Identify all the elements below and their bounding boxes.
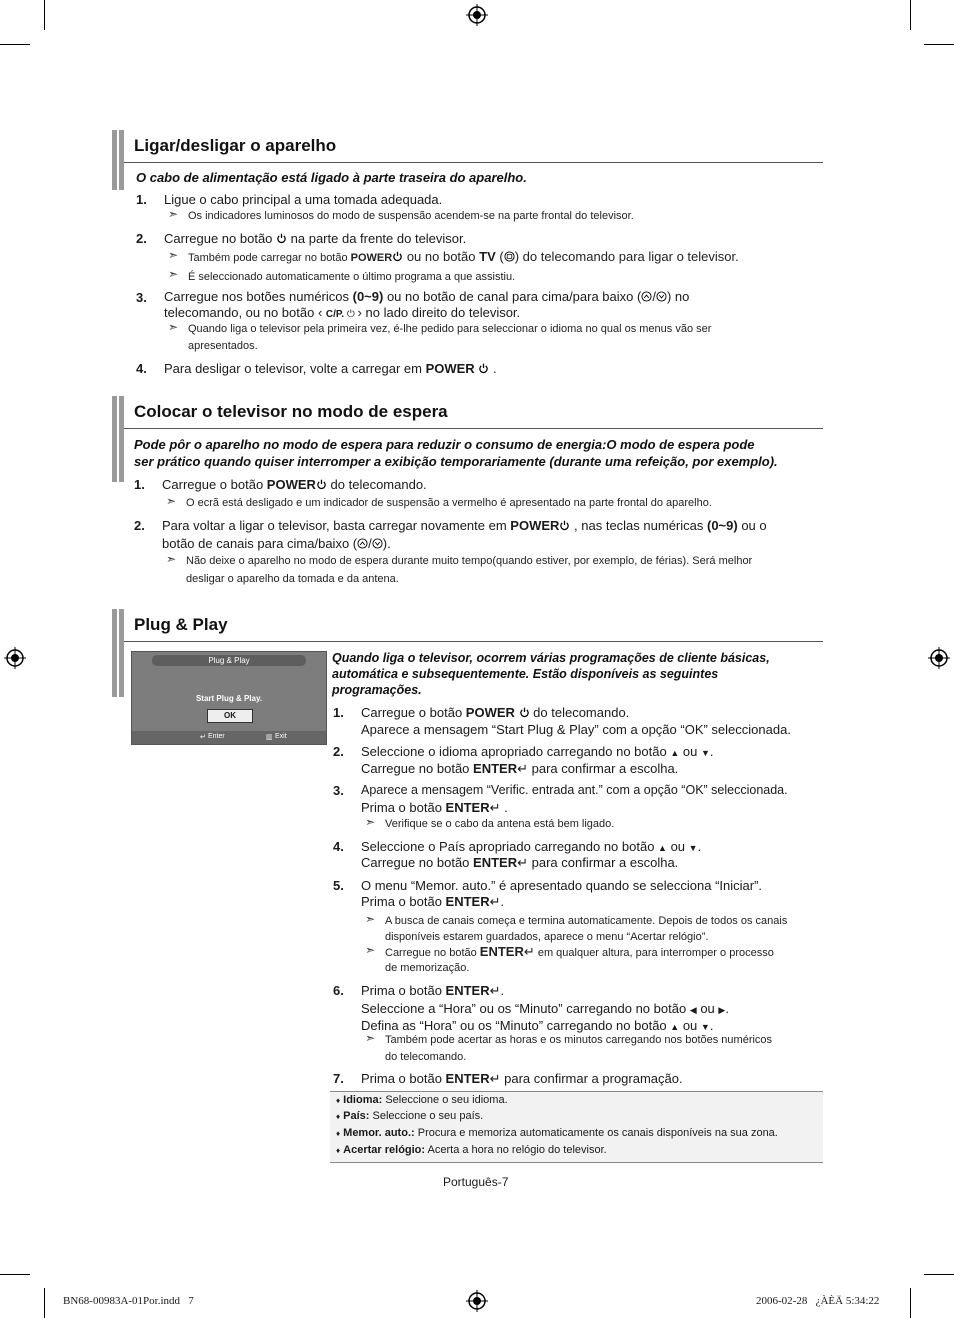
bullet-icon: ♦ <box>336 1129 341 1138</box>
note-text: Verifique se o cabo da antena está bem ligado. <box>385 818 615 830</box>
print-file-name: BN68-00983A-01Por.indd 7 <box>63 1295 194 1307</box>
note-text: Quando liga o televisor pela primeira vez, é-lhe pedido para seleccionar o idioma no qual os menus vão ser <box>188 323 712 335</box>
section-bar <box>112 130 124 190</box>
step-number: 4. <box>136 361 147 376</box>
step-number: 6. <box>333 983 344 998</box>
step-text: O menu “Memor. auto.” é apresentado quando se selecciona “Iniciar”. <box>361 878 763 893</box>
list-item: ♦ Idioma: Seleccione o seu idioma. <box>336 1094 508 1106</box>
arrow-up-icon: ▲ <box>670 1022 680 1032</box>
note-text: Também pode carregar no botão POWER ou no botão TV ( ) do telecomando para ligar o televisor. <box>188 249 739 264</box>
osd-screen <box>131 651 327 745</box>
osd-title: Plug & Play <box>152 655 306 666</box>
registration-mark-icon <box>4 647 26 669</box>
crop-mark <box>910 0 911 30</box>
section-bar <box>112 396 124 482</box>
list-item: ♦ Memor. auto.: Procura e memoriza automaticamente os canais disponíveis na sua zona. <box>336 1127 778 1139</box>
note-arrow-icon: ➣ <box>365 815 376 829</box>
note-text: apresentados. <box>188 340 258 352</box>
bullet-icon: ♦ <box>336 1112 341 1121</box>
note-text: de memorização. <box>385 962 470 974</box>
exit-icon: ▥ <box>266 734 273 741</box>
crop-mark <box>924 1274 954 1275</box>
step-text: Para voltar a ligar o televisor, basta carregar novamente em POWER , nas teclas numéricas (0~9) ou o <box>162 518 767 533</box>
section-title: Plug & Play <box>134 615 228 634</box>
step-text: Seleccione o idioma apropriado carregando no botão ▲ ou ▼. <box>361 744 714 759</box>
step-text: Defina as “Hora” ou os “Minuto” carregando no botão ▲ ou ▼. <box>361 1018 714 1033</box>
step-number: 7. <box>333 1071 344 1086</box>
bullet-icon: ♦ <box>336 1146 341 1155</box>
step-number: 3. <box>333 783 344 798</box>
note-arrow-icon: ➣ <box>166 494 177 508</box>
power-icon <box>276 233 287 244</box>
section-rule <box>124 162 823 163</box>
crop-mark <box>910 1288 911 1318</box>
step-text: Prima o botão ENTER↵. <box>361 983 505 998</box>
step-number: 2. <box>134 518 145 533</box>
note-text: Não deixe o aparelho no modo de espera durante muito tempo(quando estiver, por exemplo, de férias). Será melhor <box>186 555 753 567</box>
osd-message: Start Plug & Play. <box>195 694 263 703</box>
step-text: Aparece a mensagem “Verific. entrada ant.” com a opção “OK” seleccionada. <box>361 783 788 797</box>
note-arrow-icon: ➣ <box>166 552 177 566</box>
section-intro: Quando liga o televisor, ocorrem várias programações de cliente básicas, <box>332 651 770 665</box>
step-text: Seleccione o País apropriado carregando no botão ▲ ou ▼. <box>361 839 702 854</box>
note-arrow-icon: ➣ <box>365 943 376 957</box>
list-item: ♦ País: Seleccione o seu país. <box>336 1110 484 1122</box>
channel-up-icon <box>641 291 652 302</box>
osd-footer: ↵ Enter ▥ Exit <box>132 731 326 744</box>
bullet-icon: ♦ <box>336 1096 341 1105</box>
note-text: Carregue no botão ENTER↵ em qualquer altura, para interromper o processo <box>385 944 774 959</box>
note-arrow-icon: ➣ <box>168 320 179 334</box>
step-text: Seleccione a “Hora” ou os “Minuto” carregando no botão ◀ ou ▶. <box>361 1001 729 1016</box>
note-text: do telecomando. <box>385 1051 467 1063</box>
crop-mark <box>0 44 30 45</box>
print-timestamp: 2006-02-28 ¿ÀÈÄ 5:34:22 <box>756 1295 880 1307</box>
step-text: Prima o botão ENTER↵ . <box>361 800 508 815</box>
tv-button-icon <box>504 251 515 262</box>
step-number: 5. <box>333 878 344 893</box>
enter-icon: ↵ <box>523 944 535 959</box>
enter-icon: ↵ <box>489 800 501 815</box>
step-text: Carregue no botão ENTER↵ para confirmar a escolha. <box>361 855 679 870</box>
note-arrow-icon: ➣ <box>168 207 179 221</box>
crop-mark <box>0 1274 30 1275</box>
step-text: Ligue o cabo principal a uma tomada adequada. <box>164 192 443 207</box>
enter-icon: ↵ <box>200 734 206 741</box>
enter-icon: ↵ <box>489 983 501 998</box>
step-number: 1. <box>136 192 147 207</box>
section-intro: programações. <box>332 683 422 697</box>
arrow-down-icon: ▼ <box>700 748 710 758</box>
note-text: Também pode acertar as horas e os minutos carregando nos botões numéricos <box>385 1034 773 1046</box>
step-text: Prima o botão ENTER↵ para confirmar a programação. <box>361 1071 683 1086</box>
step-number: 2. <box>136 231 147 246</box>
step-text: Para desligar o televisor, volte a carregar em POWER . <box>164 361 497 376</box>
page-number: Português-7 <box>443 1175 509 1189</box>
section-title: Ligar/desligar o aparelho <box>134 136 337 155</box>
arrow-left-icon: ◀ <box>689 1005 697 1015</box>
note-text: desligar o aparelho da tomada e da antena. <box>186 573 399 585</box>
note-text: Os indicadores luminosos do modo de suspensão acendem-se na parte frontal do televisor. <box>188 210 634 222</box>
enter-icon: ↵ <box>489 1071 501 1086</box>
enter-icon: ↵ <box>517 855 528 870</box>
arrow-down-icon: ▼ <box>700 1022 710 1032</box>
step-number: 4. <box>333 839 344 854</box>
osd-ok-button[interactable]: OK <box>207 709 253 723</box>
power-icon <box>316 479 327 490</box>
note-text: A busca de canais começa e termina automaticamente. Depois de todos os canais <box>385 915 788 927</box>
note-arrow-icon: ➣ <box>365 1031 376 1045</box>
section-intro: automática e subsequentemente. Estão disponíveis as seguintes <box>332 667 719 681</box>
arrow-down-icon: ▼ <box>688 843 698 853</box>
channel-up-icon <box>357 538 368 549</box>
note-arrow-icon: ➣ <box>168 248 179 262</box>
step-text: Prima o botão ENTER↵. <box>361 894 505 909</box>
power-icon <box>519 707 530 718</box>
arrow-right-icon: ▶ <box>718 1005 726 1015</box>
step-number: 3. <box>136 290 147 305</box>
section-intro: Pode pôr o aparelho no modo de espera para reduzir o consumo de energia:O modo de espera pode <box>134 437 755 452</box>
note-arrow-icon: ➣ <box>365 912 376 926</box>
step-text: telecomando, ou no botão ‹ C/P. ⏻ › no lado direito do televisor. <box>164 305 521 320</box>
registration-mark-icon <box>466 4 488 26</box>
section-intro: O cabo de alimentação está ligado à parte traseira do aparelho. <box>136 170 527 185</box>
note-text: É seleccionado automaticamente o último programa a que assistiu. <box>188 271 516 283</box>
enter-icon: ↵ <box>517 761 528 776</box>
section-rule <box>124 641 823 642</box>
settings-summary-box <box>330 1091 823 1163</box>
crop-mark <box>924 44 954 45</box>
list-item: ♦ Acertar relógio: Acerta a hora no relógio do televisor. <box>336 1144 607 1156</box>
step-number: 1. <box>333 705 344 720</box>
step-text: Carregue o botão POWER do telecomando. <box>162 477 427 492</box>
step-text: Aparece a mensagem “Start Plug & Play” com a opção “OK” seleccionada. <box>361 722 791 737</box>
step-text: Carregue nos botões numéricos (0~9) ou no botão de canal para cima/para baixo ( / ) no <box>164 289 690 304</box>
registration-mark-icon <box>928 647 950 669</box>
crop-mark <box>44 0 45 30</box>
power-icon <box>392 251 403 262</box>
note-text: O ecrã está desligado e um indicador de suspensão a vermelho é apresentado na parte frontal do aparelho. <box>186 497 712 509</box>
channel-down-icon <box>372 538 383 549</box>
power-small-icon: ⏻ <box>344 309 358 320</box>
section-title: Colocar o televisor no modo de espera <box>134 402 448 421</box>
section-intro: ser prático quando quiser interromper a exibição temporariamente (durante uma refeição, por exemplo). <box>134 454 778 469</box>
arrow-up-icon: ▲ <box>658 843 667 853</box>
step-number: 1. <box>134 477 145 492</box>
registration-mark-icon <box>466 1290 488 1312</box>
chevron-right-icon: › <box>357 305 362 320</box>
step-number: 2. <box>333 744 344 759</box>
step-text: Carregue no botão ENTER↵ para confirmar a escolha. <box>361 761 679 776</box>
power-icon <box>559 520 570 531</box>
note-arrow-icon: ➣ <box>168 267 179 281</box>
step-text: botão de canais para cima/baixo ( / ). <box>162 536 391 551</box>
note-text: disponíveis estarem guardados, aparece o menu “Acertar relógio”. <box>385 931 709 943</box>
power-icon <box>478 363 489 374</box>
crop-mark <box>44 1288 45 1318</box>
enter-icon: ↵ <box>489 894 501 909</box>
chevron-left-icon: ‹ <box>317 305 326 320</box>
section-rule <box>124 428 823 429</box>
step-text: Carregue no botão na parte da frente do televisor. <box>164 231 467 246</box>
arrow-up-icon: ▲ <box>670 748 680 758</box>
section-bar <box>112 609 124 697</box>
step-text: Carregue o botão POWER do telecomando. <box>361 705 630 720</box>
channel-down-icon <box>656 291 667 302</box>
